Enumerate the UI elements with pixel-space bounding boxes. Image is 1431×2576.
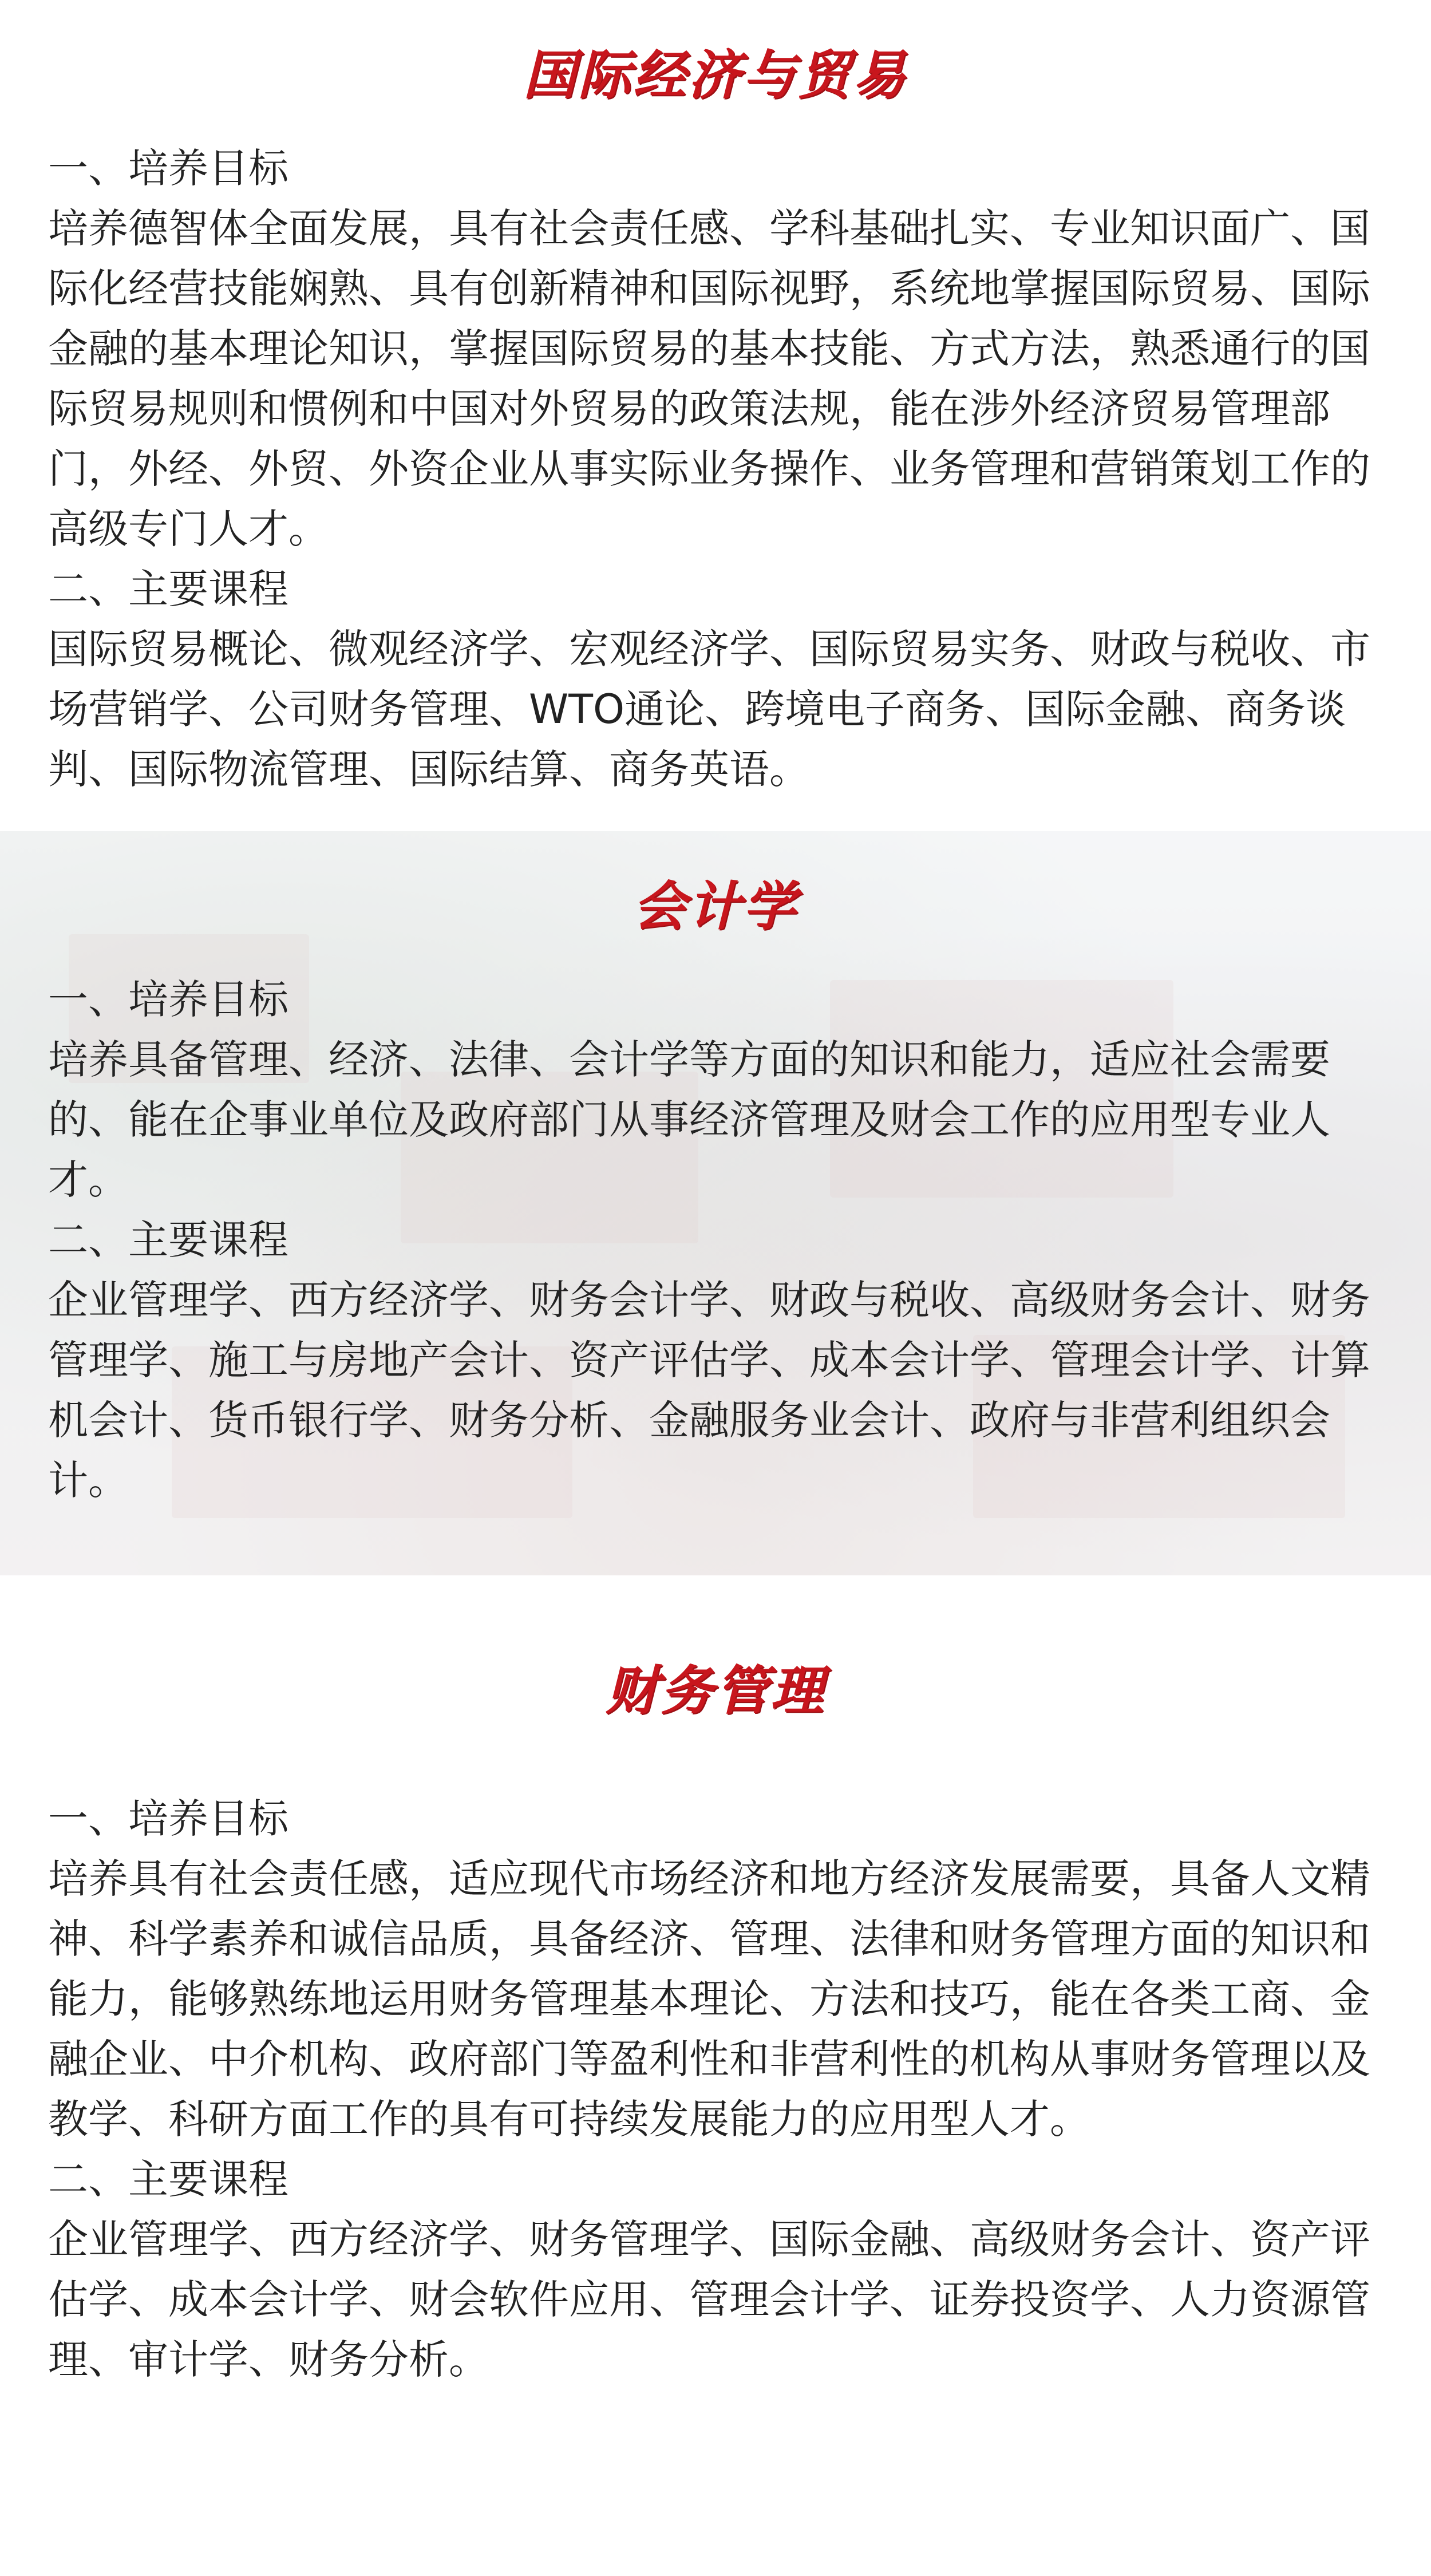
- section-body: [48, 970, 1382, 1511]
- goal-heading: 一、培养目标: [48, 145, 288, 192]
- goal-heading: 一、培养目标: [48, 976, 288, 1023]
- course-heading: 二、主要课程: [48, 566, 288, 613]
- section-accounting: [0, 831, 1431, 1575]
- goal-heading: 一、培养目标: [48, 1795, 288, 1842]
- section-title: 国际经济与贸易: [523, 45, 908, 106]
- goal-text: 培养德智体全面发展，具有社会责任感、学科基础扎实、专业知识面广、国际化经营技能娴熟、具有创新精神和国际视野，系统地掌握国际贸易、国际金融的基本理论知识，掌握国际贸易的基本技能、方式方法，熟悉通行的国际贸易规则和惯例和中国对外贸易的政策法规，能在涉外经济贸易管理部门，外经、外贸、外资企业从事实际业务操作、业务管理和营销策划工作的高级专门人才。: [48, 205, 1370, 552]
- course-heading: 二、主要课程: [48, 1216, 288, 1263]
- course-text: 国际贸易概论、微观经济学、宏观经济学、国际贸易实务、财政与税收、市场营销学、公司财务管理、WTO通论、跨境电子商务、国际金融、商务谈判、国际物流管理、国际结算、商务英语。: [48, 626, 1370, 793]
- section-body: [48, 1789, 1382, 2390]
- goal-text: 培养具有社会责任感，适应现代市场经济和地方经济发展需要，具备人文精神、科学素养和诚信品质，具备经济、管理、法律和财务管理方面的知识和能力，能够熟练地运用财务管理基本理论、方法和技巧，能在各类工商、金融企业、中介机构、政府部门等盈利性和非营利性的机构从事财务管理以及教学、科研方面工作的具有可持续发展能力的应用型人才。: [48, 1855, 1370, 2143]
- section-international-trade: [0, 0, 1431, 831]
- course-heading: 二、主要课程: [48, 2156, 288, 2203]
- goal-text: 培养具备管理、经济、法律、会计学等方面的知识和能力，适应社会需要的、能在企事业单位及政府部门从事经济管理及财会工作的应用型专业人才。: [48, 1036, 1330, 1203]
- section-title: 会计学: [633, 876, 798, 937]
- course-text: 企业管理学、西方经济学、财务管理学、国际金融、高级财务会计、资产评估学、成本会计学、财会软件应用、管理会计学、证券投资学、人力资源管理、审计学、财务分析。: [48, 2216, 1370, 2383]
- course-text: 企业管理学、西方经济学、财务会计学、财政与税收、高级财务会计、财务管理学、施工与房地产会计、资产评估学、成本会计学、管理会计学、计算机会计、货币银行学、财务分析、金融服务业会计、政府与非营利组织会计。: [48, 1277, 1370, 1504]
- section-financial-management: [0, 1575, 1431, 2576]
- section-title: 财务管理: [605, 1660, 825, 1721]
- section-body: [48, 139, 1382, 800]
